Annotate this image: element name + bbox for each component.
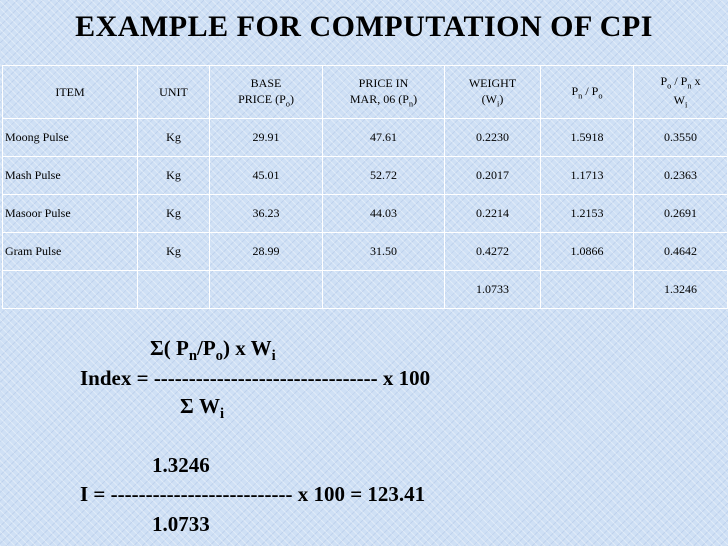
cell-weight: 0.2230 xyxy=(445,119,541,157)
header-item: ITEM xyxy=(3,66,138,119)
cell-item: Gram Pulse xyxy=(3,233,138,271)
cell-weight: 0.4272 xyxy=(445,233,541,271)
table-row xyxy=(3,195,728,233)
table-header-row xyxy=(3,66,728,119)
table-row xyxy=(3,157,728,195)
cell-ratio: 1.0866 xyxy=(541,233,634,271)
cell-ratio: 1.1713 xyxy=(541,157,634,195)
cell-weight: 0.2214 xyxy=(445,195,541,233)
cell-item: Moong Pulse xyxy=(3,119,138,157)
header-price-ratio: $P_n / P_o$ xyxy=(541,66,634,119)
cell-weighted: 0.2691 xyxy=(634,195,728,233)
cell-base-price: 29.91 xyxy=(210,119,323,157)
formula-denominator: Σ $W_i$ xyxy=(180,394,225,423)
result-equation: I = -------------------------- x 100 = 123.41 xyxy=(80,482,426,506)
cell-price: 31.50 xyxy=(323,233,445,271)
result-numerator: 1.3246 xyxy=(152,453,210,477)
cell-base-price xyxy=(210,271,323,309)
cell-weight-total: 1.0733 xyxy=(445,271,541,309)
cell-item: Masoor Pulse xyxy=(3,195,138,233)
cell-weighted: 0.2363 xyxy=(634,157,728,195)
cell-unit: Kg xyxy=(138,157,210,195)
cpi-table xyxy=(2,65,728,309)
cell-weight: 0.2017 xyxy=(445,157,541,195)
cell-item: Mash Pulse xyxy=(3,157,138,195)
cell-weighted: 0.3550 xyxy=(634,119,728,157)
cell-base-price: 36.23 xyxy=(210,195,323,233)
cell-ratio: 1.2153 xyxy=(541,195,634,233)
cell-price: 44.03 xyxy=(323,195,445,233)
cell-base-price: 45.01 xyxy=(210,157,323,195)
formula-numerator: Σ( $P_n/P_o$) x $W_i$ xyxy=(150,336,276,365)
cell-ratio xyxy=(541,271,634,309)
cell-unit: Kg xyxy=(138,195,210,233)
cell-item xyxy=(3,271,138,309)
cell-weighted-total: 1.3246 xyxy=(634,271,728,309)
cell-unit: Kg xyxy=(138,233,210,271)
cell-price: 52.72 xyxy=(323,157,445,195)
cell-price: 47.61 xyxy=(323,119,445,157)
cell-unit xyxy=(138,271,210,309)
cell-base-price: 28.99 xyxy=(210,233,323,271)
cell-weighted: 0.4642 xyxy=(634,233,728,271)
formula-index-line: Index = -------------------------------- x 100 xyxy=(80,366,431,390)
header-base-price: BASE PRICE $(P_o)$ xyxy=(210,66,323,119)
table-totals-row xyxy=(3,271,728,309)
header-weighted-ratio: $P_o / P_n$ x $W_i$ xyxy=(634,66,728,119)
slide-title: EXAMPLE FOR COMPUTATION OF CPI xyxy=(75,10,653,43)
result-denominator: 1.0733 xyxy=(152,512,210,536)
table-row xyxy=(3,119,728,157)
cell-price xyxy=(323,271,445,309)
table-row xyxy=(3,233,728,271)
header-unit: UNIT xyxy=(138,66,210,119)
cell-ratio: 1.5918 xyxy=(541,119,634,157)
header-price-in: PRICE IN MAR, 06 $(P_n)$ xyxy=(323,66,445,119)
header-weight: WEIGHT $(W_i)$ xyxy=(445,66,541,119)
cell-unit: Kg xyxy=(138,119,210,157)
